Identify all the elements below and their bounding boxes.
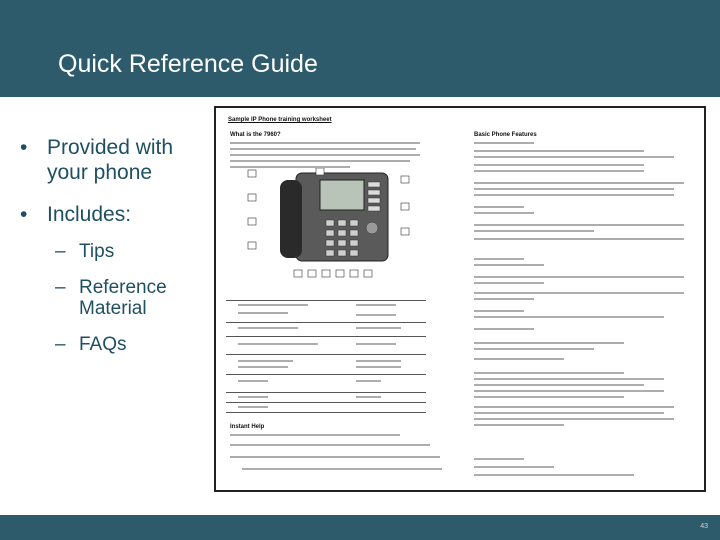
text-line <box>474 316 664 318</box>
text-line <box>474 298 534 300</box>
sub-bullet-dash: – <box>55 277 66 298</box>
text-line <box>474 142 534 144</box>
text-line <box>474 412 664 414</box>
text-line <box>474 188 674 190</box>
table-rule <box>226 336 426 337</box>
table-text <box>356 396 381 398</box>
text-line <box>242 468 442 470</box>
bullet-text: Includes: <box>47 203 132 226</box>
text-line <box>230 456 440 458</box>
text-line <box>230 160 410 162</box>
sub-bullet-text: Reference <box>79 277 167 298</box>
text-line <box>474 458 524 460</box>
text-line <box>474 264 544 266</box>
text-line <box>474 182 684 184</box>
text-line <box>230 444 430 446</box>
text-line <box>230 434 400 436</box>
text-line <box>230 142 420 144</box>
table-text <box>356 343 396 345</box>
sub-bullet-dash: – <box>55 241 66 262</box>
text-line <box>474 348 594 350</box>
table-text <box>356 314 396 316</box>
text-line <box>474 474 634 476</box>
worksheet-instant-help: Instant Help <box>230 424 265 430</box>
table-text <box>238 396 268 398</box>
text-line <box>474 406 674 408</box>
text-line <box>474 258 524 260</box>
text-line <box>230 148 416 150</box>
table-text <box>238 406 268 408</box>
text-line <box>474 418 674 420</box>
table-rule <box>226 322 426 323</box>
table-text <box>238 312 288 314</box>
table-text <box>356 304 396 306</box>
table-text <box>356 380 381 382</box>
text-line <box>474 378 664 380</box>
table-rule <box>226 392 426 393</box>
text-line <box>474 310 524 312</box>
text-line <box>474 372 624 374</box>
text-line <box>474 282 544 284</box>
text-line <box>474 276 684 278</box>
text-line <box>474 328 534 330</box>
table-text <box>356 327 401 329</box>
table-rule <box>226 354 426 355</box>
worksheet-title: Sample IP Phone training worksheet <box>228 117 332 123</box>
text-line <box>474 238 684 240</box>
text-line <box>474 164 644 166</box>
text-line <box>474 150 644 152</box>
table-rule <box>226 374 426 375</box>
text-line <box>474 292 684 294</box>
text-line <box>474 206 524 208</box>
reference-worksheet-image <box>214 106 706 492</box>
text-line <box>474 224 684 226</box>
table-text <box>238 304 308 306</box>
worksheet-left-heading: What is the 7960? <box>230 132 281 138</box>
bullet-text: your phone <box>47 161 153 184</box>
callout-markers <box>246 168 416 283</box>
table-text <box>238 380 268 382</box>
text-line <box>474 424 564 426</box>
text-line <box>230 154 420 156</box>
table-text <box>238 366 288 368</box>
table-text <box>356 360 401 362</box>
text-line <box>474 156 674 158</box>
text-line <box>474 358 564 360</box>
bullet-dot: • <box>20 136 28 159</box>
sub-bullet-text: FAQs <box>79 334 127 355</box>
text-line <box>474 384 644 386</box>
sub-bullet-dash: – <box>55 334 66 355</box>
slide-header <box>0 0 720 97</box>
sub-bullet-text: Tips <box>79 241 115 262</box>
table-rule <box>226 300 426 301</box>
slide-title: Quick Reference Guide <box>58 50 318 78</box>
page-number: 43 <box>700 523 708 530</box>
table-text <box>238 343 318 345</box>
text-line <box>474 466 554 468</box>
text-line <box>474 230 594 232</box>
table-text <box>238 327 298 329</box>
worksheet-right-heading: Basic Phone Features <box>474 132 537 138</box>
sub-bullet-text: Material <box>79 298 147 319</box>
slide-footer <box>0 515 720 540</box>
table-text <box>356 366 401 368</box>
text-line <box>474 212 534 214</box>
text-line <box>474 342 624 344</box>
table-text <box>238 360 293 362</box>
text-line <box>474 390 664 392</box>
bullet-text: Provided with <box>47 136 174 159</box>
table-rule <box>226 402 426 403</box>
text-line <box>474 194 674 196</box>
text-line <box>474 396 624 398</box>
bullet-dot: • <box>20 203 28 226</box>
table-rule <box>226 412 426 413</box>
text-line <box>474 170 644 172</box>
